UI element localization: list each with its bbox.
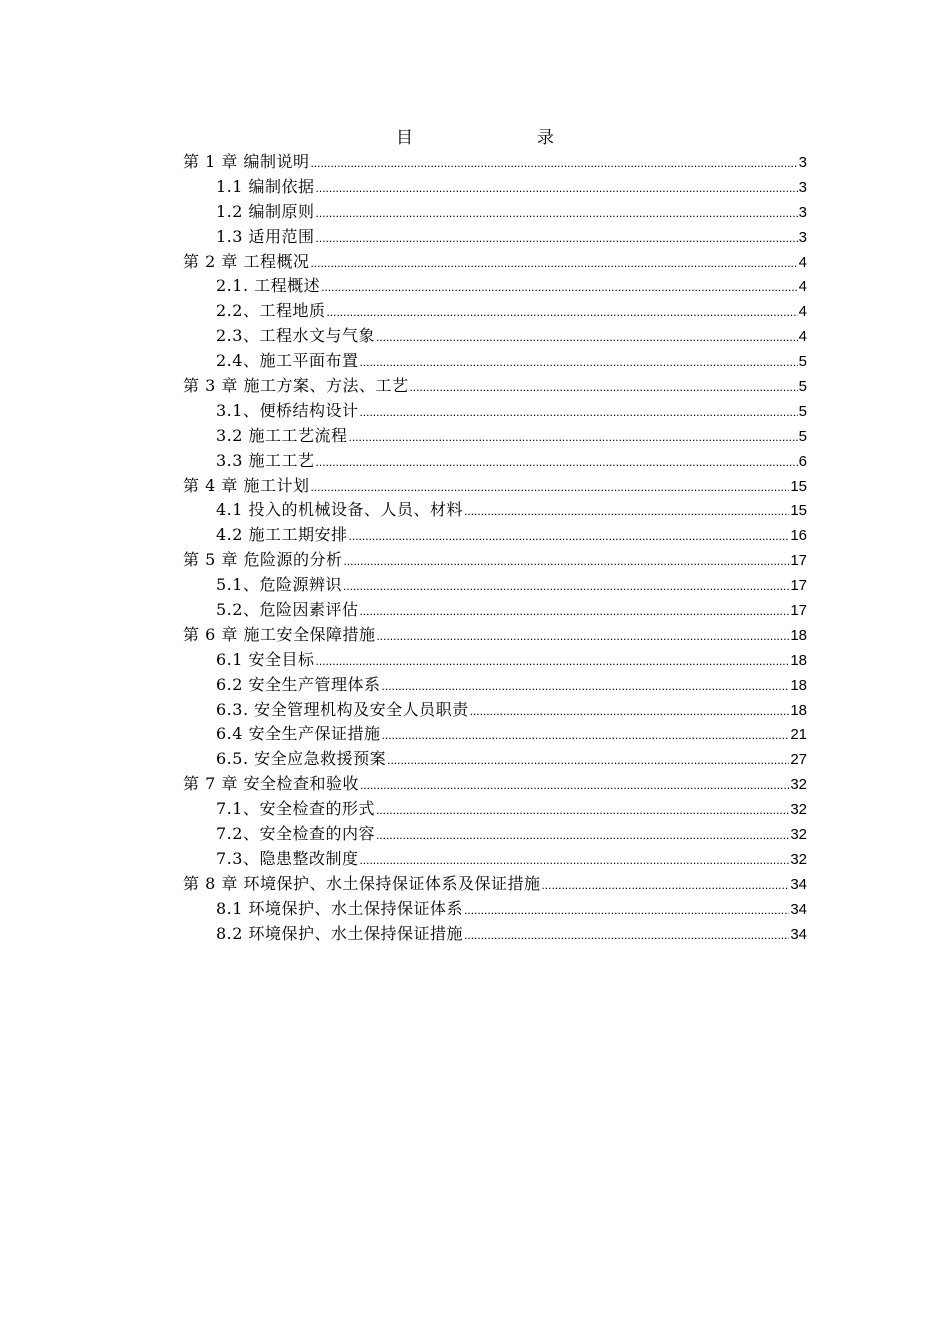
toc-dot-leader bbox=[326, 300, 797, 324]
toc-dot-leader bbox=[349, 524, 790, 548]
toc-page-number: 34 bbox=[790, 875, 807, 893]
toc-chapter-entry[interactable] bbox=[183, 150, 807, 175]
toc-dot-leader bbox=[316, 450, 798, 474]
toc-chapter-entry[interactable] bbox=[183, 548, 807, 573]
toc-section-entry[interactable] bbox=[183, 324, 807, 349]
toc-page-number: 5 bbox=[798, 427, 807, 445]
toc-dot-leader bbox=[359, 400, 797, 424]
toc-dot-leader bbox=[316, 201, 798, 225]
toc-page-number: 32 bbox=[790, 801, 807, 819]
toc-page-number: 4 bbox=[798, 253, 807, 271]
toc-page-number: 18 bbox=[790, 676, 807, 694]
toc-entry-label: 7.3、隐患整改制度 bbox=[216, 848, 359, 868]
toc-entry-label: 7.1、安全检查的形式 bbox=[216, 799, 375, 819]
toc-section-entry[interactable] bbox=[183, 573, 807, 598]
toc-page-number: 5 bbox=[798, 378, 807, 396]
toc-entry-label: 6.1 安全目标 bbox=[216, 649, 315, 669]
toc-section-entry[interactable] bbox=[183, 399, 807, 424]
toc-page-number: 3 bbox=[798, 178, 807, 196]
toc-page-number: 4 bbox=[798, 278, 807, 296]
toc-chapter-entry[interactable] bbox=[183, 374, 807, 399]
toc-title: 目 录 bbox=[396, 128, 584, 148]
toc-dot-leader bbox=[382, 674, 790, 698]
toc-section-entry[interactable] bbox=[183, 673, 807, 698]
toc-chapter-entry[interactable] bbox=[183, 474, 807, 499]
toc-section-entry[interactable] bbox=[183, 175, 807, 200]
table-of-contents bbox=[183, 150, 807, 947]
toc-section-entry[interactable] bbox=[183, 498, 807, 523]
toc-dot-leader bbox=[359, 848, 789, 872]
toc-chapter-entry[interactable] bbox=[183, 250, 807, 275]
toc-section-entry[interactable] bbox=[183, 722, 807, 747]
toc-section-entry[interactable] bbox=[183, 747, 807, 772]
toc-entry-label: 8.2 环境保护、水土保持保证措施 bbox=[216, 923, 464, 943]
toc-page-number: 34 bbox=[790, 900, 807, 918]
toc-page-number: 3 bbox=[798, 203, 807, 221]
toc-entry-label: 1.3 适用范围 bbox=[216, 226, 315, 246]
toc-entry-label: 4.1 投入的机械设备、人员、材料 bbox=[216, 500, 464, 520]
toc-entry-label: 6.3. 安全管理机构及安全人员职责 bbox=[216, 699, 469, 719]
toc-page-number: 16 bbox=[790, 527, 807, 545]
toc-entry-label: 7.2、安全检查的内容 bbox=[216, 824, 375, 844]
toc-section-entry[interactable] bbox=[183, 274, 807, 299]
toc-dot-leader bbox=[409, 375, 797, 399]
toc-dot-leader bbox=[316, 176, 798, 200]
toc-page-number: 34 bbox=[790, 925, 807, 943]
toc-section-entry[interactable] bbox=[183, 698, 807, 723]
toc-section-entry[interactable] bbox=[183, 847, 807, 872]
toc-section-entry[interactable] bbox=[183, 200, 807, 225]
toc-page-number: 4 bbox=[798, 328, 807, 346]
toc-section-entry[interactable] bbox=[183, 797, 807, 822]
toc-entry-label: 3.2 施工工艺流程 bbox=[216, 425, 348, 445]
toc-entry-label: 2.3、工程水文与气象 bbox=[216, 326, 375, 346]
toc-dot-leader bbox=[349, 425, 798, 449]
toc-dot-leader bbox=[359, 350, 797, 374]
toc-dot-leader bbox=[376, 325, 798, 349]
toc-entry-label: 第 2 章 工程概况 bbox=[183, 251, 310, 271]
toc-entry-label: 8.1 环境保护、水土保持保证体系 bbox=[216, 898, 464, 918]
toc-entry-label: 1.2 编制原则 bbox=[216, 201, 315, 221]
toc-dot-leader bbox=[316, 649, 790, 673]
toc-page-number: 3 bbox=[798, 228, 807, 246]
toc-dot-leader bbox=[316, 226, 798, 250]
toc-entry-label: 第 5 章 危险源的分析 bbox=[183, 550, 343, 570]
toc-dot-leader bbox=[360, 773, 789, 797]
toc-dot-leader bbox=[382, 723, 790, 747]
toc-page-number: 4 bbox=[798, 303, 807, 321]
toc-entry-label: 6.4 安全生产保证措施 bbox=[216, 724, 381, 744]
toc-entry-label: 3.1、便桥结构设计 bbox=[216, 400, 359, 420]
toc-section-entry[interactable] bbox=[183, 598, 807, 623]
toc-entry-label: 2.2、工程地质 bbox=[216, 301, 326, 321]
toc-entry-label: 第 3 章 施工方案、方法、工艺 bbox=[183, 376, 409, 396]
toc-section-entry[interactable] bbox=[183, 523, 807, 548]
toc-page-number: 18 bbox=[790, 701, 807, 719]
toc-dot-leader bbox=[387, 748, 789, 772]
toc-dot-leader bbox=[321, 275, 798, 299]
toc-dot-leader bbox=[470, 699, 790, 723]
toc-page-number: 6 bbox=[798, 452, 807, 470]
toc-page-number: 15 bbox=[790, 477, 807, 495]
toc-dot-leader bbox=[464, 898, 789, 922]
toc-page-number: 32 bbox=[790, 850, 807, 868]
toc-page-number: 27 bbox=[790, 751, 807, 769]
toc-page-number: 17 bbox=[790, 577, 807, 595]
toc-section-entry[interactable] bbox=[183, 449, 807, 474]
toc-chapter-entry[interactable] bbox=[183, 772, 807, 797]
toc-page-number: 17 bbox=[790, 602, 807, 620]
toc-entry-label: 2.4、施工平面布置 bbox=[216, 351, 359, 371]
toc-page-number: 15 bbox=[790, 502, 807, 520]
toc-section-entry[interactable] bbox=[183, 299, 807, 324]
toc-page-number: 18 bbox=[790, 626, 807, 644]
toc-entry-label: 3.3 施工工艺 bbox=[216, 450, 315, 470]
toc-page-number: 5 bbox=[798, 353, 807, 371]
toc-entry-label: 6.5. 安全应急救援预案 bbox=[216, 749, 387, 769]
toc-dot-leader bbox=[310, 151, 797, 175]
toc-page-number: 32 bbox=[790, 776, 807, 794]
toc-entry-label: 2.1. 工程概述 bbox=[216, 276, 321, 296]
toc-dot-leader bbox=[310, 475, 789, 499]
toc-section-entry[interactable] bbox=[183, 424, 807, 449]
toc-entry-label: 5.1、危险源辨识 bbox=[216, 575, 342, 595]
toc-entry-label: 第 7 章 安全检查和验收 bbox=[183, 774, 359, 794]
toc-dot-leader bbox=[359, 599, 789, 623]
toc-section-entry[interactable] bbox=[183, 225, 807, 250]
toc-entry-label: 第 6 章 施工安全保障措施 bbox=[183, 624, 376, 644]
toc-chapter-entry[interactable] bbox=[183, 623, 807, 648]
toc-page-number: 5 bbox=[798, 402, 807, 420]
toc-page-number: 32 bbox=[790, 826, 807, 844]
toc-section-entry[interactable] bbox=[183, 822, 807, 847]
toc-page-number: 18 bbox=[790, 651, 807, 669]
toc-entry-label: 第 1 章 编制说明 bbox=[183, 152, 310, 171]
toc-section-entry[interactable] bbox=[183, 922, 807, 947]
toc-page-number: 3 bbox=[798, 154, 807, 171]
toc-dot-leader bbox=[464, 499, 789, 523]
toc-entry-label: 5.2、危险因素评估 bbox=[216, 600, 359, 620]
toc-entry-label: 6.2 安全生产管理体系 bbox=[216, 674, 381, 694]
toc-section-entry[interactable] bbox=[183, 349, 807, 374]
toc-entry-label: 第 8 章 环境保护、水土保持保证体系及保证措施 bbox=[183, 873, 541, 893]
toc-dot-leader bbox=[343, 574, 789, 598]
toc-entry-label: 1.1 编制依据 bbox=[216, 176, 315, 196]
toc-page-number: 17 bbox=[790, 552, 807, 570]
toc-dot-leader bbox=[376, 823, 789, 847]
toc-section-entry[interactable] bbox=[183, 897, 807, 922]
toc-chapter-entry[interactable] bbox=[183, 872, 807, 897]
toc-entry-label: 4.2 施工工期安排 bbox=[216, 525, 348, 545]
toc-dot-leader bbox=[343, 549, 789, 573]
toc-section-entry[interactable] bbox=[183, 648, 807, 673]
toc-dot-leader bbox=[541, 873, 789, 897]
toc-dot-leader bbox=[310, 251, 797, 275]
toc-dot-leader bbox=[464, 923, 789, 947]
toc-entry-label: 第 4 章 施工计划 bbox=[183, 475, 310, 495]
toc-dot-leader bbox=[376, 798, 789, 822]
toc-page-number: 21 bbox=[790, 726, 807, 744]
toc-dot-leader bbox=[376, 624, 789, 648]
